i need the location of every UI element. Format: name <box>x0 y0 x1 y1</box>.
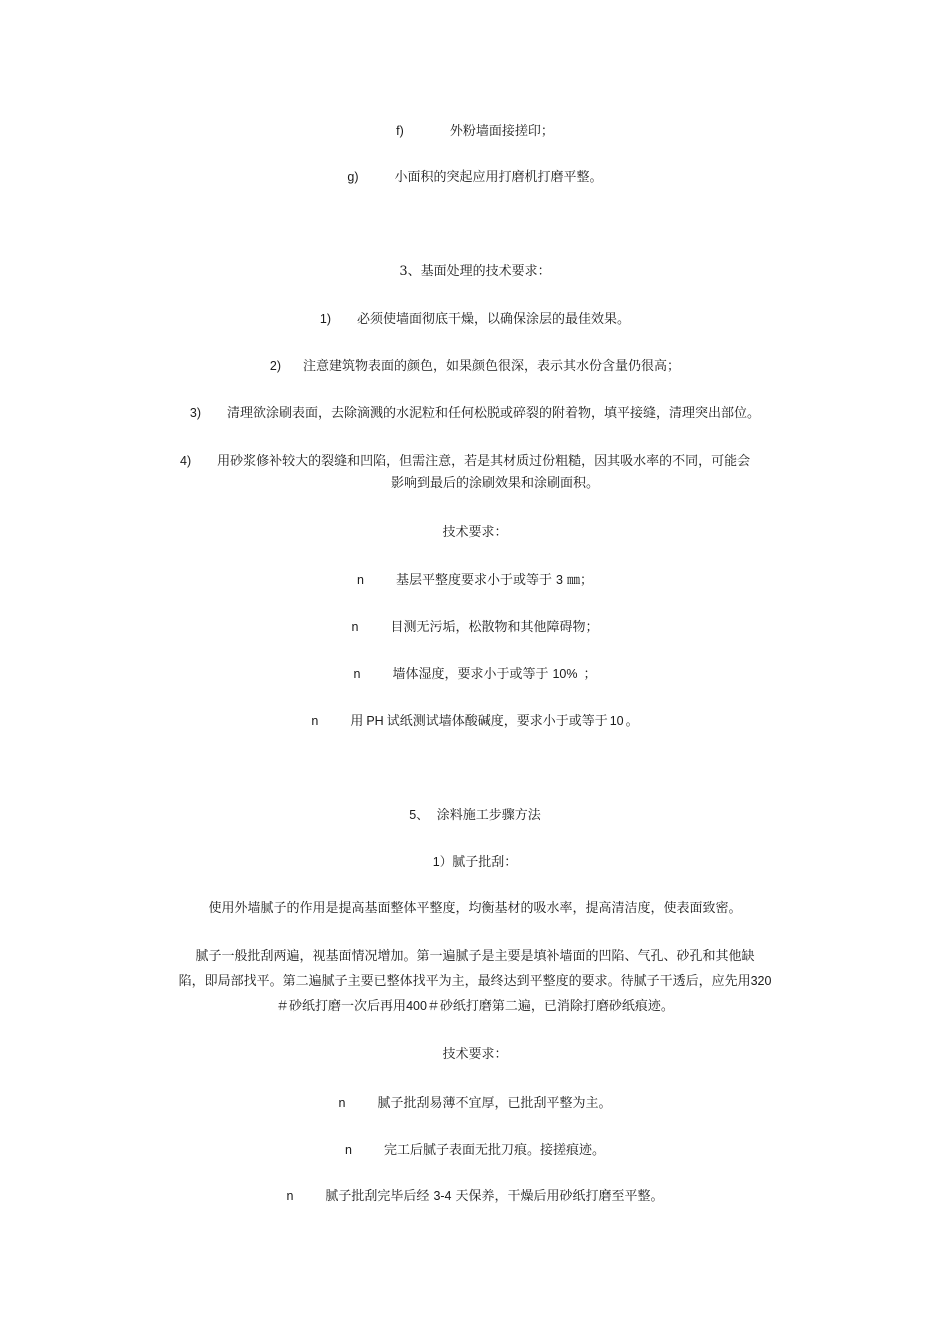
section-heading-3: 3、基面处理的技术要求： <box>399 264 551 279</box>
bullet-item: n 墙体湿度，要求小于或等于 10% ； <box>353 667 597 682</box>
value: 3 <box>556 573 563 587</box>
bullet-marker: n <box>351 620 359 634</box>
bullet-item: n 腻子批刮完毕后经 3-4 天保养，干燥后用砂纸打磨至平整。 <box>286 1189 664 1204</box>
list-marker: f) <box>396 124 404 138</box>
list-text-line1: 用砂浆修补较大的裂缝和凹陷，但需注意，若是其材质过份粗糙，因其吸水率的不同，可能会 <box>217 454 751 469</box>
section-heading-5: 5、 涂料施工步骤方法 <box>409 808 541 823</box>
list-item-3 <box>0 404 950 423</box>
bullet-item: n 腻子批刮易薄不宜厚，已批刮平整为主。 <box>338 1096 612 1111</box>
list-text: 小面积的突起应用打磨机打磨平整。 <box>394 170 603 185</box>
bullet-marker: n <box>311 714 319 728</box>
list-text-line2: 影响到最后的涂刷效果和涂刷面积。 <box>390 476 599 491</box>
list-item-4 <box>180 450 810 495</box>
value: 320 <box>750 974 772 988</box>
bullet-marker: n <box>353 667 361 681</box>
paragraph: 腻子一般批刮两遍，视基面情况增加。第一遍腻子是主要是填补墙面的凹陷、气孔、砂孔和其他缺 陷，即局部找平。第二遍腻子主要已整体找平为主，最终达到平整度的要求。待腻子干透后，应先用320 ＃砂纸打磨一次后再用400＃砂纸打磨第二遍，已消除打磨砂纸痕迹。 <box>178 949 772 1014</box>
paragraph: 使用外墙腻子的作用是提高基面整体平整度，均衡基材的吸水率，提高清洁度，使表面致密。 <box>208 901 742 916</box>
value: 3-4 <box>433 1189 452 1203</box>
value: 10 <box>609 714 624 728</box>
list-text: 必须使墙面彻底干燥，以确保涂层的最佳效果。 <box>357 312 631 327</box>
tech-requirements-heading: 技术要求： <box>442 525 508 540</box>
subsection-heading: 1）腻子批刮： <box>432 855 518 870</box>
list-text: 注意建筑物表面的颜色，如果颜色很深，表示其水份含量仍很高； <box>303 359 681 374</box>
bullet-marker: n <box>345 1143 352 1157</box>
bullet-marker: n <box>357 573 364 587</box>
list-item-2 <box>0 357 950 376</box>
bullet-item: n 目测无污垢，松散物和其他障碍物； <box>351 620 599 635</box>
list-marker: 4) <box>180 454 192 468</box>
list-marker: 3) <box>189 406 202 420</box>
list-marker: g) <box>347 170 359 184</box>
bullet-item: n 完工后腻子表面无批刀痕。接搓痕迹。 <box>345 1143 605 1158</box>
tech-requirements-heading: 技术要求： <box>442 1047 508 1062</box>
bullet-marker: n <box>286 1189 294 1203</box>
list-marker: 2) <box>269 359 282 373</box>
list-item-1 <box>0 310 950 329</box>
list-marker: 1) <box>319 312 332 326</box>
list-item-g <box>0 168 950 187</box>
value: PH <box>366 714 384 728</box>
bullet-item: n 用 PH 试纸测试墙体酸碱度，要求小于或等于 10 。 <box>311 714 639 729</box>
bullet-item: n 基层平整度要求小于或等于 3 ㎜； <box>357 573 593 588</box>
list-text: 清理欲涂刷表面，去除滴溅的水泥粒和任何松脱或碎裂的附着物，填平接缝，清理突出部位。 <box>227 406 761 421</box>
bullet-marker: n <box>338 1096 346 1110</box>
list-text: 外粉墙面接搓印； <box>449 124 554 139</box>
list-item-f <box>0 122 950 141</box>
value: 400 <box>406 999 427 1013</box>
value: 10% <box>552 667 578 681</box>
